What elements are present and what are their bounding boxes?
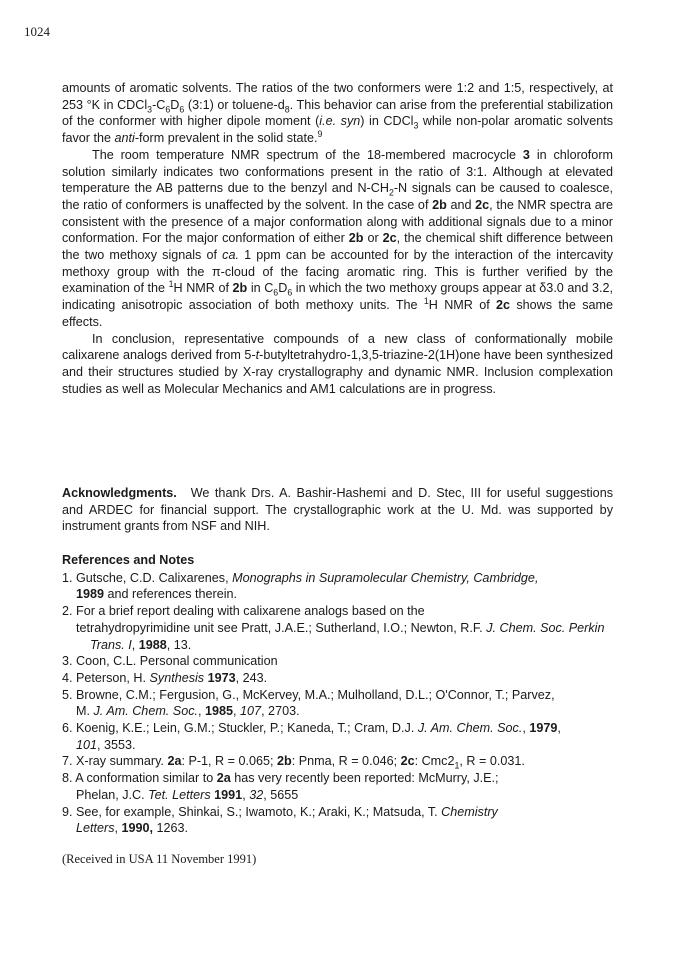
text-fragment: 1991: [214, 787, 243, 802]
text-fragment: 2b: [348, 231, 364, 246]
text-fragment: 32: [249, 787, 264, 802]
references-heading: References and Notes: [62, 553, 195, 567]
reference-line: 2. For a brief report dealing with calixarene analogs based on the: [62, 604, 425, 619]
text-fragment: Letters: [76, 821, 115, 836]
paragraph: The room temperature NMR spectrum of the 18-membered macrocycle 3 in chloroform solution similarly indicates two conformations present in the ratio of 3:1. Although at elevated temperature the AB patterns due to the benzyl and $N-CH_2-N$ signals can be caused to coalesce, the ratio of conformers is unaffected by the solvent. In the case of 2b and 2c, the NMR spectra are consistent with the presence of a major conformation along with additional signals due to a minor conformation. For the major conformation of either 2b or 2c, the chemical shift difference between the two methoxy signals of ca. 1 ppm can be accounted for by the interaction of the intercavity methoxy group with the π-cloud of the facing aromatic ring. This is further verified by the examination of the $^1$H NMR of 2b in $C_6D_6$ in which the two methoxy groups appear at δ3.0 and 3.2, indicating anisotropic association of both methoxy units. The $^1$H NMR of 2c shows the same effects.: [62, 147, 614, 329]
text-fragment: 1989: [76, 587, 105, 602]
text-fragment: Synthesis: [149, 670, 205, 685]
text-fragment: 9: [317, 128, 323, 139]
text-fragment: 2b: [232, 281, 248, 296]
page-number: 1024: [24, 24, 50, 39]
text-fragment: 2c: [475, 197, 490, 212]
text-fragment: 2b: [277, 754, 292, 769]
text-fragment: 1990,: [121, 821, 154, 836]
reference-continuation: M. J. Am. Chem. Soc., 1985, 107, 2703.: [76, 704, 300, 719]
reference-item: [62, 770, 613, 803]
text-fragment: 1: [423, 295, 429, 306]
text-fragment: J. Am. Chem. Soc.: [417, 721, 523, 736]
paragraph: amounts of aromatic solvents. The ratios of the two conformers were 1:2 and 1:5, respectively, at 253 °K in $CDCl_3-C_6D_6$ (3:1) or toluene-$d_8$. This behavior can arise from the preferential stabilization of the conformer with higher dipole moment (i.e. syn) in CDCl$_3$ while non-polar aromatic solvents favor the anti-form prevalent in the solid state.$^9$: [62, 81, 613, 146]
reference-line: 3. Coon, C.L. Personal communication: [62, 654, 278, 669]
received-date: (Received in USA 11 November 1991): [62, 852, 257, 866]
paragraph: In conclusion, representative compounds of a new class of conformationally mobile calixarene analogs derived from 5-t-butyltetrahydro-1,3,5-triazine-2(1H)one have been synthesized and their structures studied by X-ray crystallography and dynamic NMR. Inclusion complexation studies as well as Molecular Mechanics and AM1 calculations are in progress.: [62, 331, 613, 396]
text-fragment: 6: [179, 104, 185, 115]
references-list: [62, 570, 613, 837]
text-fragment: Monographs in Supramolecular Chemistry, Cambridge,: [232, 570, 539, 585]
text-fragment: 2c: [496, 298, 511, 313]
reference-line: 8. A conformation similar to 2a has very recently been reported: McMurry, J.E.;: [62, 771, 499, 786]
body-text: [62, 80, 613, 397]
text-fragment: Tet. Letters: [148, 787, 211, 802]
reference-continuation: Phelan, J.C. Tet. Letters 1991, 32, 5655: [76, 787, 299, 802]
reference-line: 7. X-ray summary. 2a: P-1, R = 0.065; 2b: Pnma, R = 0.046; 2c: $Cmc2_1$, R = 0.031.: [62, 754, 525, 771]
acknowledgments-heading: Acknowledgments.: [62, 486, 177, 500]
reference-item: [62, 753, 613, 770]
text-fragment: 1988: [138, 637, 167, 652]
text-fragment: 2a: [216, 771, 231, 786]
text-fragment: i.e. syn: [319, 114, 361, 129]
text-fragment: Chemistry: [441, 804, 498, 819]
text-fragment: 2: [388, 187, 394, 198]
references-section: [62, 552, 613, 837]
text-fragment: 1973: [207, 670, 236, 685]
text-fragment: 6: [165, 104, 171, 115]
reference-line: 6. Koenig, K.E.; Lein, G.M.; Stuckler, P.; Kaneda, T.; Cram, D.J. J. Am. Chem. Soc., 1979,: [62, 721, 561, 736]
text-fragment: 6: [287, 287, 293, 298]
text-fragment: 3: [522, 147, 530, 162]
text-fragment: 2a: [167, 754, 182, 769]
text-fragment: 3: [147, 104, 153, 115]
reference-continuation: Letters, 1990, 1263.: [76, 821, 189, 836]
reference-line: 9. See, for example, Shinkai, S.; Iwamoto, K.; Araki, K.; Matsuda, T. Chemistry: [62, 804, 498, 819]
text-fragment: 101: [76, 737, 98, 752]
reference-item: [62, 804, 613, 837]
text-fragment: 3: [413, 120, 419, 131]
reference-continuation: 1989 and references therein.: [76, 587, 238, 602]
text-fragment: 8: [284, 104, 290, 115]
text-fragment: 1985: [205, 704, 234, 719]
reference-item: [62, 653, 613, 670]
text-fragment: ca.: [222, 248, 239, 263]
reference-continuation: tetrahydropyrimidine unit see Pratt, J.A.E.; Sutherland, I.O.; Newton, R.F. J. Chem. Soc. Perkin Trans. I, 1988, 13.: [76, 620, 605, 652]
text-fragment: t: [255, 348, 260, 363]
acknowledgments: [62, 485, 613, 535]
reference-item: [62, 720, 613, 753]
text-fragment: 107: [240, 704, 262, 719]
reference-line: 1. Gutsche, C.D. Calixarenes, Monographs in Supramolecular Chemistry, Cambridge,: [62, 570, 539, 585]
text-fragment: 1: [168, 279, 174, 290]
text-fragment: J. Am. Chem. Soc.: [93, 704, 199, 719]
text-fragment: 6: [273, 287, 279, 298]
text-fragment: 2c: [382, 231, 397, 246]
acknowledgments-text: We thank Drs. A. Bashir-Hashemi and D. Stec, III for useful suggestions and ARDEC for financial support. The crystallographic work at the U. Md. was supported by instrument grants from NSF and NIH.: [62, 486, 613, 534]
reference-item: [62, 570, 613, 603]
reference-line: 4. Peterson, H. Synthesis 1973, 243.: [62, 670, 268, 685]
reference-item: [62, 670, 613, 687]
reference-item: [62, 687, 613, 720]
text-fragment: 2b: [432, 197, 447, 212]
reference-continuation: 101, 3553.: [76, 737, 136, 752]
reference-line: 5. Browne, C.M.; Fergusion, G., McKervey, M.A.; Mulholland, D.L.; O'Connor, T.; Parvez,: [62, 687, 555, 702]
text-fragment: anti: [114, 131, 135, 146]
text-fragment: 2c: [400, 754, 415, 769]
text-fragment: J. Chem. Soc. Perkin Trans. I: [90, 620, 605, 652]
text-fragment: 1: [454, 760, 460, 771]
reference-item: [62, 603, 613, 653]
text-fragment: 1979: [529, 721, 558, 736]
